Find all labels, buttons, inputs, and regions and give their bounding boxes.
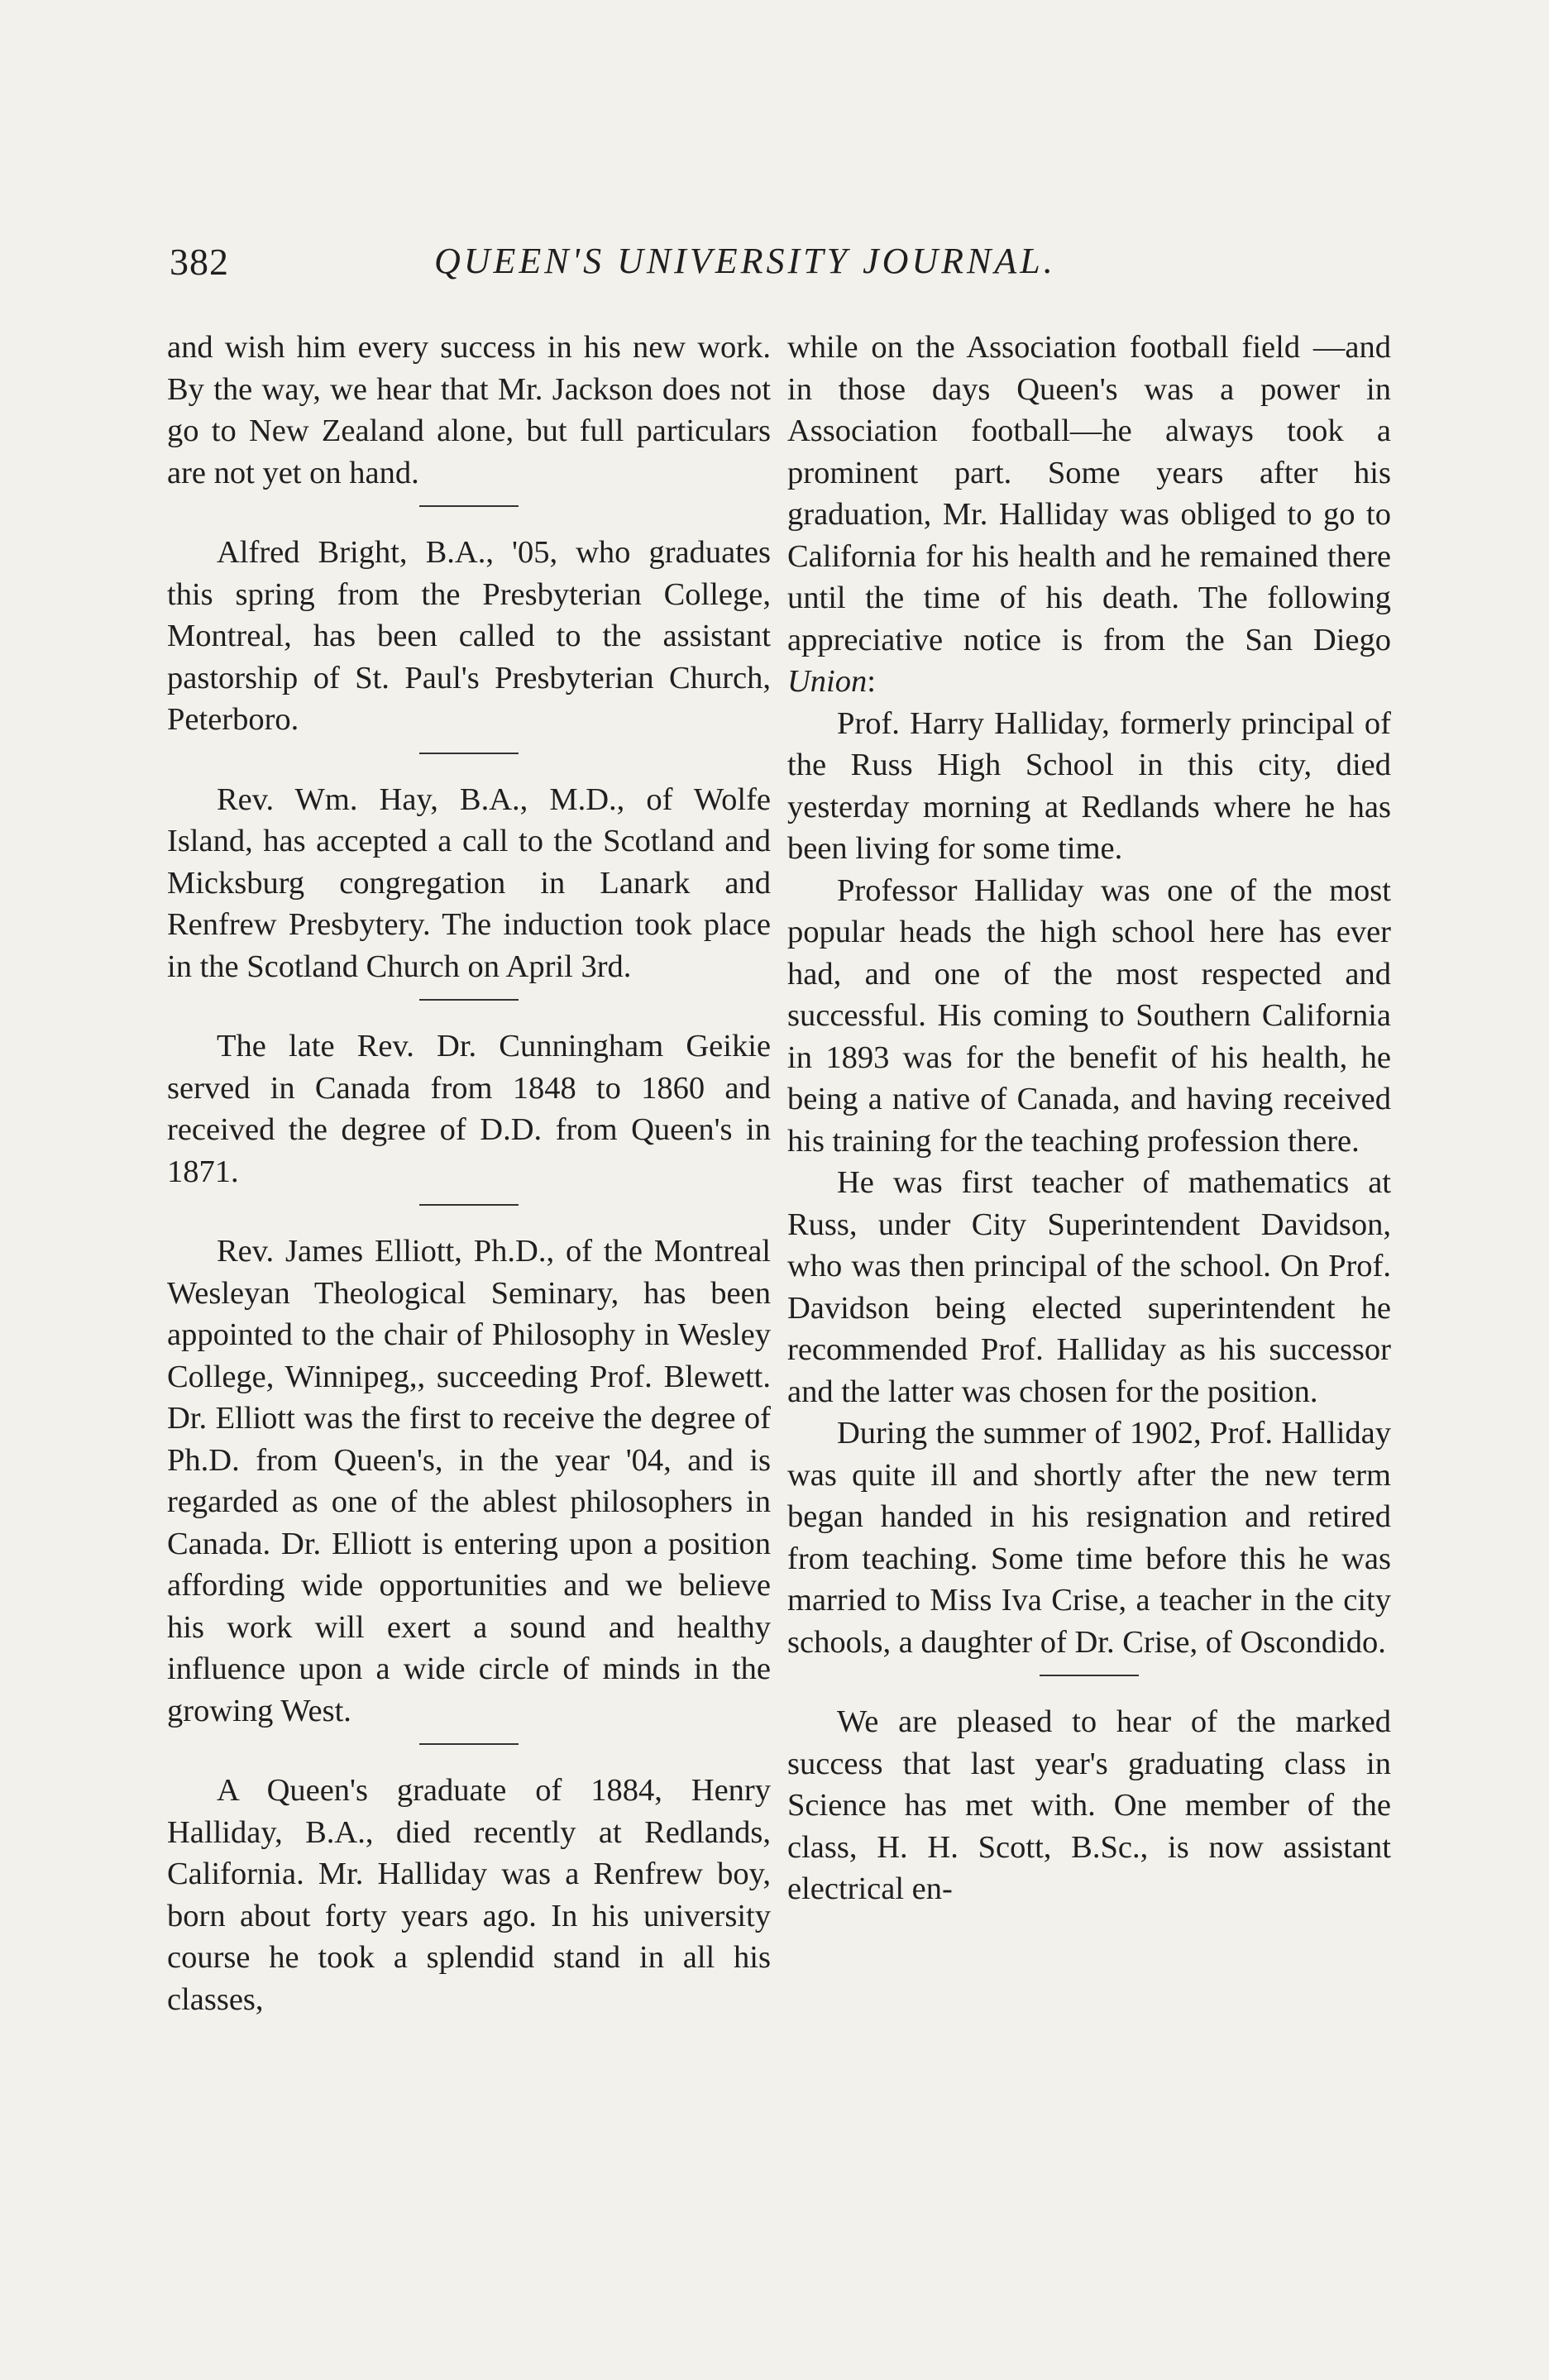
page-header (170, 240, 1385, 298)
paragraph-end: : (867, 664, 876, 699)
paragraph-jackson: and wish him every success in his new work. By the way, we hear that Mr. Jackson does not go to New Zealand alone, but full particulars are not yet on hand. (167, 330, 771, 490)
paragraph-notice-2: Professor Halliday was one of the most popular heads the high school here has ever had, and one of the most respected and successful. His coming to Southern California in 1893 was for the benefit of his health, he being a native of Canada, and having received his training for the teaching profession there. (787, 872, 1391, 1159)
paragraph-bright: Alfred Bright, B.A., '05, who graduates this spring from the Presbyterian College, Montreal, has been called to the assistant pastorship of St. Paul's Presbyterian Church, Peterboro. (167, 535, 771, 737)
section-divider (419, 505, 519, 507)
section-divider (419, 753, 519, 754)
paragraph-hay: Rev. Wm. Hay, B.A., M.D., of Wolfe Island, has accepted a call to the Scotland and Micksburg congregation in Lanark and Renfrew Presbytery. The induction took place in the Scotland Church on April 3rd. (167, 781, 771, 984)
section-divider (419, 1204, 519, 1206)
page-number: 382 (170, 241, 229, 283)
left-column (167, 327, 771, 2020)
paragraph-geikie: The late Rev. Dr. Cunningham Geikie served in Canada from 1848 to 1860 and received the degree of D.D. from Queen's in 1871. (167, 1029, 771, 1189)
right-column (787, 327, 1391, 1910)
paragraph-halliday-continued (787, 327, 1391, 703)
newspaper-name: Union (787, 664, 868, 699)
paragraph-text: while on the Association football field —and in those days Queen's was a power in Association football—he always took a prominent part. Some years after his graduation, Mr. Halliday was obliged to go to California for his health and he remained there until the time of his death. The following appreciative notice is from the San Diego (787, 330, 1391, 657)
paragraph-halliday-intro: A Queen's graduate of 1884, Henry Halliday, B.A., died recently at Redlands, California. Mr. Halliday was a Renfrew boy, born about forty years ago. In his university course he took a splendid stand in all his classes, (167, 1773, 771, 2017)
paragraph-elliott: Rev. James Elliott, Ph.D., of the Montreal Wesleyan Theological Seminary, has been appointed to the chair of Philosophy in Wesley College, Winnipeg,, succeeding Prof. Blewett. Dr. Elliott was the first to receive the degree of Ph.D. from Queen's, in the year '04, and is regarded as one of the ablest philosophers in Canada. Dr. Elliott is entering upon a position affording wide opportunities and we believe his work will exert a sound and healthy influence upon a wide circle of minds in the growing West. (167, 1234, 771, 1728)
paragraph-notice-3: He was first teacher of mathematics at Russ, under City Superintendent Davidson, who was then principal of the school. On Prof. Davidson being elected superintendent he recommended Prof. Halliday as his successor and the latter was chosen for the position. (787, 1165, 1391, 1409)
running-title: QUEEN'S UNIVERSITY JOURNAL. (434, 241, 1056, 281)
paragraph-science-class: We are pleased to hear of the marked success that last year's graduating class in Science has met with. One member of the class, H. H. Scott, B.Sc., is now assistant electrical en- (787, 1704, 1391, 1906)
paragraph-notice-1: Prof. Harry Halliday, formerly principal of the Russ High School in this city, died yesterday morning at Redlands where he has been living for some time. (787, 705, 1391, 866)
section-divider (419, 999, 519, 1001)
paragraph-notice-4: During the summer of 1902, Prof. Halliday was quite ill and shortly after the new term began handed in his resignation and retired from teaching. Some time before this he was married to Miss Iva Crise, a teacher in the city schools, a daughter of Dr. Crise, of Oscondido. (787, 1416, 1391, 1660)
section-divider (419, 1743, 519, 1745)
section-divider (1040, 1675, 1139, 1676)
